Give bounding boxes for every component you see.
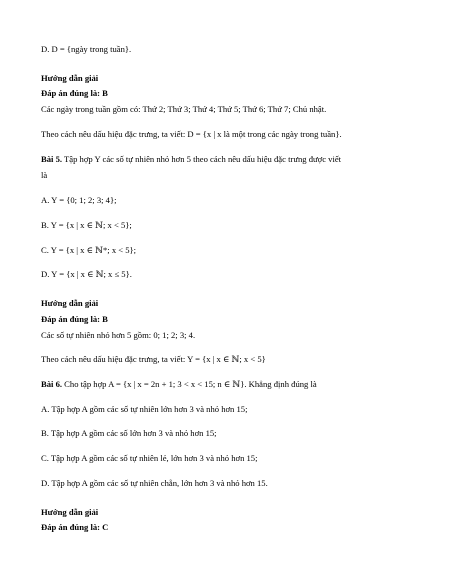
question-text-continued: là bbox=[41, 170, 48, 181]
solution-text: Các số tự nhiên nhỏ hơn 5 gồm: 0; 1; 2; 3; 4. bbox=[41, 329, 196, 340]
question-text: Tập hợp Y các số tự nhiên nhỏ hơn 5 theo cách nêu dấu hiệu đặc trưng được viết bbox=[62, 153, 342, 164]
document-page bbox=[41, 44, 421, 533]
solution-heading: Hướng dẫn giải bbox=[41, 298, 99, 309]
q5-option-c: C. Y = {x | x ∈ ℕ*; x < 5}; bbox=[41, 244, 137, 255]
question-5 bbox=[41, 154, 421, 165]
answer-line: Đáp án đúng là: B bbox=[41, 88, 108, 99]
q6-option-b: B. Tập hợp A gồm các số lớn hơn 3 và nhỏ hơn 15; bbox=[41, 428, 217, 439]
answer-line: Đáp án đúng là: B bbox=[41, 313, 108, 324]
solution-text: Các ngày trong tuần gồm có: Thứ 2; Thứ 3; Thứ 4; Thứ 5; Thứ 6; Thứ 7; Chủ nhật. bbox=[41, 104, 327, 115]
q5-option-b: B. Y = {x | x ∈ ℕ; x < 5}; bbox=[41, 219, 132, 230]
q4-option-d: D. D = {ngày trong tuần}. bbox=[41, 44, 132, 54]
question-text: Cho tập hợp A = {x | x = 2n + 1; 3 < x < 15; n ∈ ℕ}. Khẳng định đúng là bbox=[62, 379, 317, 390]
q5-option-d: D. Y = {x | x ∈ ℕ; x ≤ 5}. bbox=[41, 269, 132, 280]
solution-heading: Hướng dẫn giải bbox=[41, 506, 99, 517]
q6-option-c: C. Tập hợp A gồm các số tự nhiên lẻ, lớn hơn 3 và nhỏ hơn 15; bbox=[41, 453, 258, 464]
q5-option-a: A. Y = {0; 1; 2; 3; 4}; bbox=[41, 195, 117, 206]
question-label: Bài 6. bbox=[41, 379, 63, 390]
solution-text: Theo cách nêu dấu hiệu đặc trưng, ta viết: D = {x | x là một trong các ngày trong tuần}. bbox=[41, 128, 342, 139]
solution-heading: Hướng dẫn giải bbox=[41, 72, 99, 83]
q6-option-a: A. Tập hợp A gồm các số tự nhiên lớn hơn 3 và nhỏ hơn 15; bbox=[41, 403, 248, 414]
solution-text: Theo cách nêu dấu hiệu đặc trưng, ta viết: Y = {x | x ∈ ℕ; x < 5} bbox=[41, 354, 266, 365]
q6-option-d: D. Tập hợp A gồm các số tự nhiên chẵn, lớn hơn 3 và nhỏ hơn 15. bbox=[41, 477, 268, 488]
question-label: Bài 5. bbox=[41, 153, 63, 164]
answer-line: Đáp án đúng là: C bbox=[41, 522, 109, 533]
question-6 bbox=[41, 379, 421, 390]
